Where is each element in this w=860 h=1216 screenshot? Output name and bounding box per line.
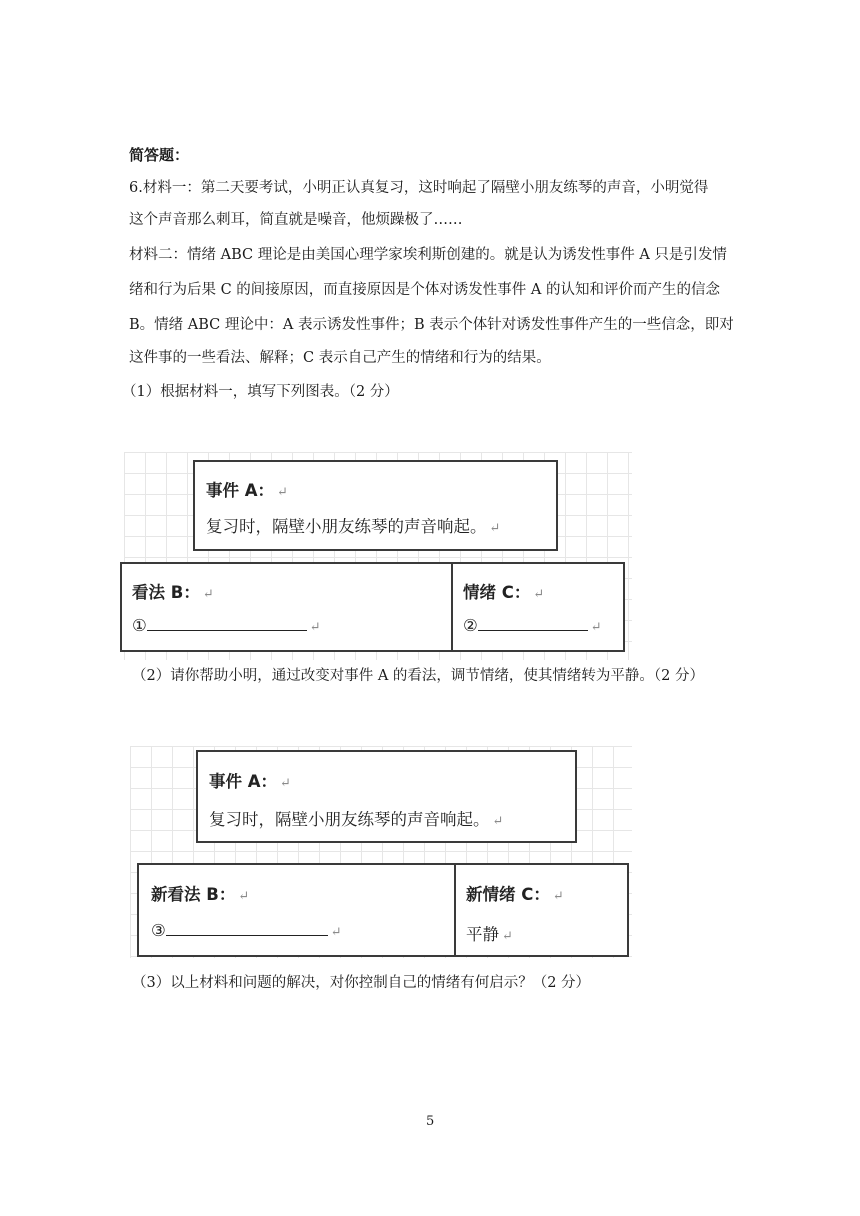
return-mark-icon: ↵ [489, 521, 501, 536]
return-mark-icon: ↵ [492, 814, 504, 829]
sub3-prompt: （3）以上材料和问题的解决，对你控制自己的情绪有何启示？（2 分） [132, 975, 591, 991]
new-view-label: 新看法 B： [151, 885, 236, 904]
blank-number-2: ② [463, 616, 478, 635]
question-line-1: 6.材料一：第二天要考试，小明正认真复习，这时响起了隔壁小朋友练琴的声音，小明觉得 [129, 180, 709, 196]
section-title: 简答题： [129, 146, 190, 164]
new-emotion-box [454, 863, 629, 957]
event-box [193, 460, 558, 551]
new-emotion-label: 新情绪 C： [466, 885, 550, 904]
emotion-box [451, 562, 625, 652]
question-line-3: 材料二：情绪 ABC 理论是由美国心理学家埃利斯创建的。就是认为诱发性事件 A 只是引发情 [129, 247, 727, 263]
sub1-prompt: （1）根据材料一，填写下列图表。（2 分） [122, 384, 399, 400]
new-view-box [137, 863, 456, 957]
event-box [196, 750, 577, 843]
event-label: 事件 A： [206, 481, 275, 500]
return-mark-icon: ↵ [533, 587, 545, 602]
event-text: 复习时，隔壁小朋友练琴的声音响起。 [209, 810, 490, 829]
return-mark-icon: ↵ [502, 929, 513, 944]
view-box [120, 562, 453, 652]
question-line-2: 这个声音那么刺耳，简直就是噪音，他烦躁极了…… [129, 212, 463, 228]
return-mark-icon: ↵ [202, 587, 214, 602]
return-mark-icon: ↵ [590, 620, 602, 635]
question-line-5: B。情绪 ABC 理论中：A 表示诱发性事件；B 表示个体针对诱发性事件产生的一些信念，即对 [129, 317, 734, 333]
answer-blank-3[interactable] [166, 921, 328, 936]
event-text: 复习时，隔壁小朋友练琴的声音响起。 [206, 517, 487, 536]
question-line-6: 这件事的一些看法、解释；C 表示自己产生的情绪和行为的结果。 [129, 350, 551, 366]
answer-blank-2[interactable] [478, 616, 588, 631]
answer-blank-1[interactable] [147, 616, 307, 631]
return-mark-icon: ↵ [309, 620, 321, 635]
return-mark-icon: ↵ [552, 889, 564, 904]
return-mark-icon: ↵ [238, 889, 250, 904]
sub2-prompt: （2）请你帮助小明，通过改变对事件 A 的看法，调节情绪，使其情绪转为平静。（2 分） [132, 668, 704, 684]
event-label: 事件 A： [209, 772, 278, 791]
return-mark-icon: ↵ [330, 925, 342, 940]
blank-number-1: ① [132, 616, 147, 635]
emotion-label: 情绪 C： [463, 583, 531, 602]
page-number: 5 [426, 1114, 435, 1129]
view-label: 看法 B： [132, 583, 200, 602]
return-mark-icon: ↵ [280, 776, 291, 791]
new-emotion-value: 平静 [466, 925, 499, 944]
question-line-4: 绪和行为后果 C 的间接原因，而直接原因是个体对诱发性事件 A 的认知和评价而产生的信念 [129, 282, 720, 298]
blank-number-3: ③ [151, 921, 166, 940]
return-mark-icon: ↵ [277, 485, 288, 500]
